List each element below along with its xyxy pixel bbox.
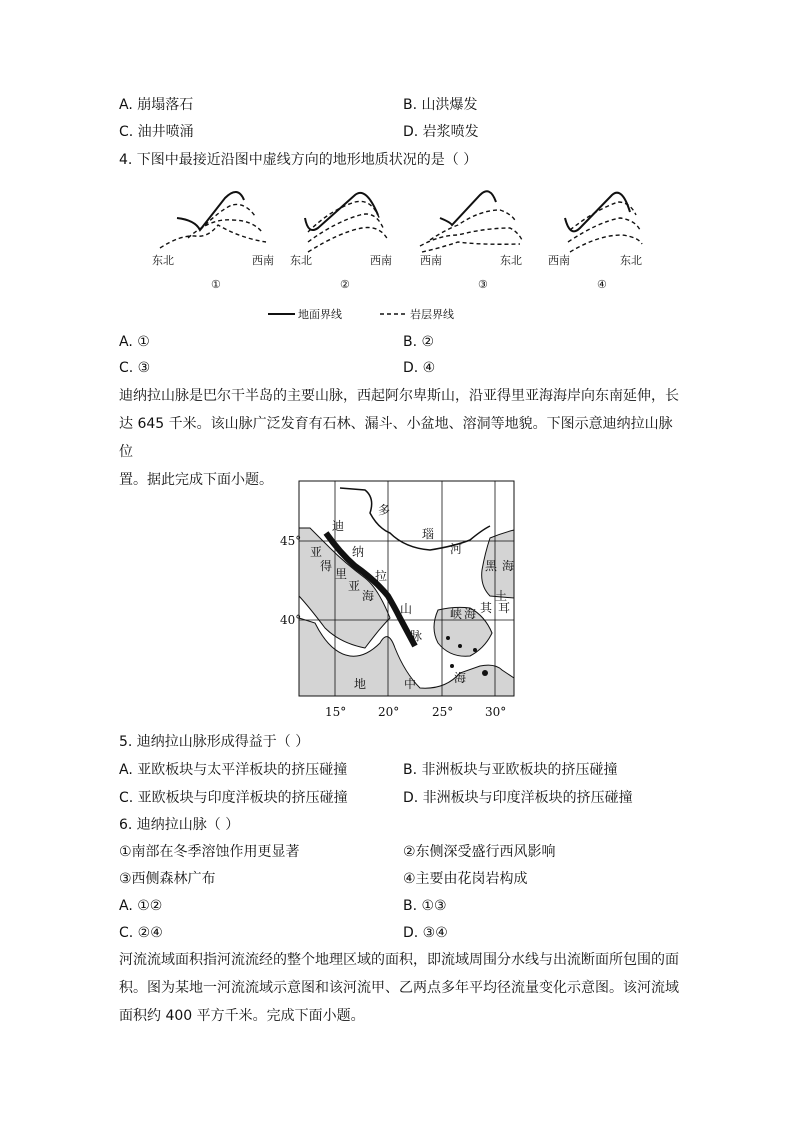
panel3-ground-line [440, 191, 496, 225]
q6-option-a: A. ①② [119, 898, 163, 914]
q3-option-c: C. 油井喷涌 [119, 124, 194, 140]
label-hai4: 海 [454, 671, 467, 685]
label-la: 拉 [375, 569, 388, 583]
legend-solid-label: 地面界线 [298, 308, 342, 321]
lat-40: 40° [280, 613, 302, 627]
q3-option-b: B. 山洪爆发 [403, 97, 478, 113]
q6-statement-4: ④主要由花岗岩构成 [403, 871, 528, 887]
q4-stem: 4. 下图中最接近沿图中虚线方向的地形地质状况的是（ ） [119, 152, 478, 168]
lon-15: 15° [325, 705, 347, 719]
panel3-right-label: 东北 [500, 254, 522, 267]
q3-option-a: A. 崩塌落石 [119, 97, 194, 113]
q4-option-b: B. ② [403, 334, 435, 350]
label-er: 耳 [498, 601, 511, 615]
panel4-right-label: 东北 [620, 254, 642, 267]
q4-option-d: D. ④ [403, 360, 436, 376]
q6-option-d: D. ③④ [403, 925, 448, 941]
label-na: 纳 [352, 545, 365, 559]
q5-option-a: A. 亚欧板块与太平洋板块的挤压碰撞 [119, 762, 348, 778]
panel2-right-label: 西南 [370, 254, 392, 267]
q5-option-c: C. 亚欧板块与印度洋板块的挤压碰撞 [119, 790, 348, 806]
q4-terrain-figure [140, 180, 660, 325]
label-di1: 迪 [332, 519, 345, 533]
panel1-ground-line [177, 192, 244, 230]
label-hai2: 海 [502, 559, 515, 573]
passage-river-line3: 面积约 400 平方千米。完成下面小题。 [119, 1008, 365, 1024]
panel1-left-label: 东北 [152, 254, 174, 267]
q6-statement-1: ①南部在冬季溶蚀作用更显著 [119, 844, 300, 860]
q6-stem: 6. 迪纳拉山脉（ ） [119, 817, 240, 833]
lon-20: 20° [378, 705, 400, 719]
label-li: 里 [335, 567, 348, 581]
label-zhong: 中 [404, 677, 417, 691]
q3-option-d: D. 岩浆喷发 [403, 124, 479, 140]
panel4-number: ④ [597, 278, 607, 291]
label-de: 得 [320, 559, 333, 573]
panel2-left-label: 东北 [290, 254, 312, 267]
label-qi: 其 [480, 601, 493, 615]
passage-river-line1: 河流流域面积指河流流经的整个地理区域的面积，即流域周围分水线与出流断面所包围的面 [119, 952, 679, 968]
q5-stem: 5. 迪纳拉山脉形成得益于（ ） [119, 734, 310, 750]
passage-dinaric-line2: 达 645 千米。该山脉广泛发育有石林、漏斗、小盆地、溶洞等地貌。下图示意迪纳拉山脉位 [119, 416, 673, 460]
label-di2: 地 [354, 677, 367, 691]
q4-option-a: A. ① [119, 334, 150, 350]
panel3-left-label: 西南 [420, 254, 442, 267]
panel4-left-label: 西南 [548, 254, 570, 267]
lon-30: 30° [485, 705, 507, 719]
passage-dinaric-line3: 置。据此完成下面小题。 [119, 472, 273, 488]
label-he: 河 [450, 542, 463, 556]
passage-river-basin [119, 946, 679, 1030]
panel1-right-label: 西南 [252, 254, 274, 267]
label-xia: 峡 [450, 607, 463, 621]
q6-statement-2: ②东侧深受盛行西风影响 [403, 844, 556, 860]
label-hai3: 海 [464, 607, 477, 621]
panel4-ground-line [565, 193, 630, 232]
panel2-number: ② [340, 278, 350, 291]
q5-option-b: B. 非洲板块与亚欧板块的挤压碰撞 [403, 762, 618, 778]
label-nao: 瑙 [422, 527, 435, 541]
dinaric-map [270, 478, 530, 724]
q5-option-d: D. 非洲板块与印度洋板块的挤压碰撞 [403, 790, 633, 806]
lon-25: 25° [432, 705, 454, 719]
panel3-number: ③ [478, 278, 488, 291]
label-mai: 脉 [410, 629, 423, 643]
label-ya2: 亚 [348, 579, 361, 593]
passage-dinaric-line1: 迪纳拉山脉是巴尔干半岛的主要山脉，西起阿尔卑斯山，沿亚得里亚海海岸向东南延伸，长 [119, 388, 679, 404]
q6-option-b: B. ①③ [403, 898, 447, 914]
passage-river-line2: 积。图为某地一河流流域示意图和该河流甲、乙两点多年平均径流量变化示意图。该河流域 [119, 980, 679, 996]
q4-option-c: C. ③ [119, 360, 151, 376]
q6-option-c: C. ②④ [119, 925, 163, 941]
q6-statement-3: ③西侧森林广布 [119, 871, 216, 887]
panel1-number: ① [211, 278, 221, 291]
legend-dashed-label: 岩层界线 [410, 308, 454, 321]
label-shan: 山 [400, 602, 413, 616]
label-duo: 多 [378, 503, 391, 517]
label-hai1: 海 [362, 589, 375, 603]
lat-45: 45° [280, 534, 302, 548]
label-ya1: 亚 [310, 545, 323, 559]
label-hei: 黑 [485, 559, 498, 573]
label-tu: 土 [495, 589, 508, 603]
